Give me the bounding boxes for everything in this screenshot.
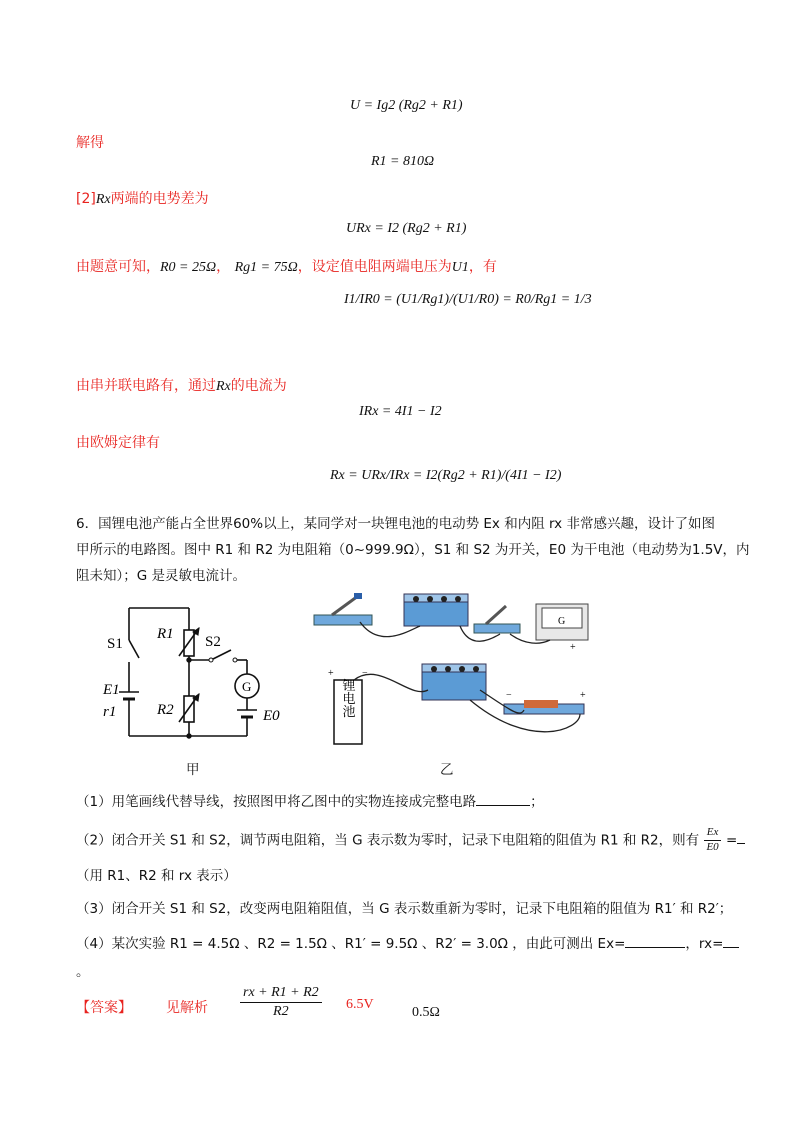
answer-4: 0.5Ω — [412, 1005, 440, 1020]
label-s2: S2 — [205, 634, 221, 650]
lithium-battery — [328, 668, 368, 744]
label-s1: S1 — [107, 636, 123, 652]
question-stem-line1: 6．国锂电池产能占全世界60%以上，某同学对一块锂电池的电动势 Ex 和内阻 rx 非常感兴趣，设计了如图 — [76, 516, 715, 532]
equation-Rx: Rx = URx/IRx = I2(Rg2 + R1)/(4I1 − I2) — [330, 468, 562, 483]
label-e0: E0 — [263, 708, 280, 724]
answer-3: 6.5V — [346, 997, 374, 1012]
dry-cell-holder — [504, 690, 586, 714]
answer-2-fraction: $\frac{rx + R1 + R2}{R2}$ — [240, 984, 322, 1020]
svg-text:−: − — [362, 668, 368, 679]
equation-ratio: I1/IR0 = (U1/Rg1)/(U1/R0) = R0/Rg1 = 1/3 — [344, 292, 592, 307]
label-solve: 解得 — [76, 135, 104, 151]
figure-caption-yi: 乙 — [440, 762, 454, 778]
apparatus-diagram-yi — [310, 590, 610, 755]
label-e1: E1 — [103, 682, 120, 698]
question-stem-line2: 甲所示的电路图。图中 R1 和 R2 为电阻箱（0~999.9Ω），S1 和 S2 为开关，E0 为干电池（电动势为1.5V，内 — [76, 542, 750, 558]
equation-U: U = Ig2 (Rg2 + R1) — [350, 98, 463, 113]
label-r1: R1 — [157, 626, 174, 642]
sub-question-2: （2）闭合开关 S1 和 S2，调节两电阻箱，当 G 表示数为零时，记录下电阻箱的阻值为 R1 和 R2，则有 $\frac{Ex}{E0}$ = — [76, 826, 745, 855]
svg-text:−: − — [506, 690, 512, 701]
svg-text:G: G — [558, 616, 566, 627]
sub-question-4-end: 。 — [76, 964, 90, 980]
equation-URx: URx = I2 (Rg2 + R1) — [346, 221, 467, 236]
answer-1: 见解析 — [166, 1000, 208, 1016]
resistance-box-2 — [422, 664, 486, 700]
svg-text:+: + — [328, 668, 334, 679]
label-r1-small: r1 — [103, 704, 117, 720]
fraction-ex-e0: $\frac{Ex}{E0}$ — [703, 826, 721, 855]
svg-text:+: + — [580, 690, 586, 701]
label-known: 由题意可知，R0 = 25Ω， Rg1 = 75Ω，设定值电阻两端电压为U1，有 — [76, 259, 497, 275]
answer-blank-1[interactable] — [476, 793, 530, 806]
svg-text:锂电池: 锂电池 — [340, 678, 356, 718]
question-stem-line3: 阻未知）；G 是灵敏电流计。 — [76, 568, 247, 584]
sub-question-2-note: （用 R1、R2 和 rx 表示） — [76, 868, 237, 884]
switch-apparatus-1 — [314, 593, 372, 625]
sub-question-3: （3）闭合开关 S1 和 S2，改变两电阻箱阻值，当 G 表示数重新为零时，记录下电阻箱的阻值为 R1′ 和 R2′； — [76, 901, 733, 917]
svg-text:+: + — [570, 642, 576, 653]
answer-blank-rx[interactable] — [723, 935, 739, 948]
sub-question-4: （4）某次实验 R1 = 4.5Ω 、R2 = 1.5Ω 、R1′ = 9.5Ω 、R2′ = 3.0Ω ，由此可测出 Ex= ，rx= — [76, 932, 739, 952]
answer-blank-ex[interactable] — [625, 935, 685, 948]
label-ohm: 由欧姆定律有 — [76, 435, 160, 451]
equation-IRx: IRx = 4I1 − I2 — [359, 404, 442, 419]
label-series: 由串并联电路有，通过Rx的电流为 — [76, 378, 287, 394]
switch-apparatus-2 — [474, 606, 520, 633]
label-r2: R2 — [157, 702, 174, 718]
sub-question-1: （1）用笔画线代替导线，按照图甲将乙图中的实物连接成完整电路 ； — [76, 794, 544, 810]
label-part2: [2]Rx两端的电势差为 — [76, 191, 209, 207]
equation-R1: R1 = 810Ω — [371, 154, 435, 169]
circuit-diagram-jia — [95, 600, 295, 750]
label-g: G — [242, 679, 252, 694]
galvanometer-apparatus — [536, 604, 588, 653]
figure-caption-jia: 甲 — [186, 762, 200, 778]
answer-blank-2[interactable] — [737, 831, 745, 844]
resistance-box-1 — [404, 594, 468, 626]
answer-label: 【答案】 — [76, 1000, 132, 1016]
